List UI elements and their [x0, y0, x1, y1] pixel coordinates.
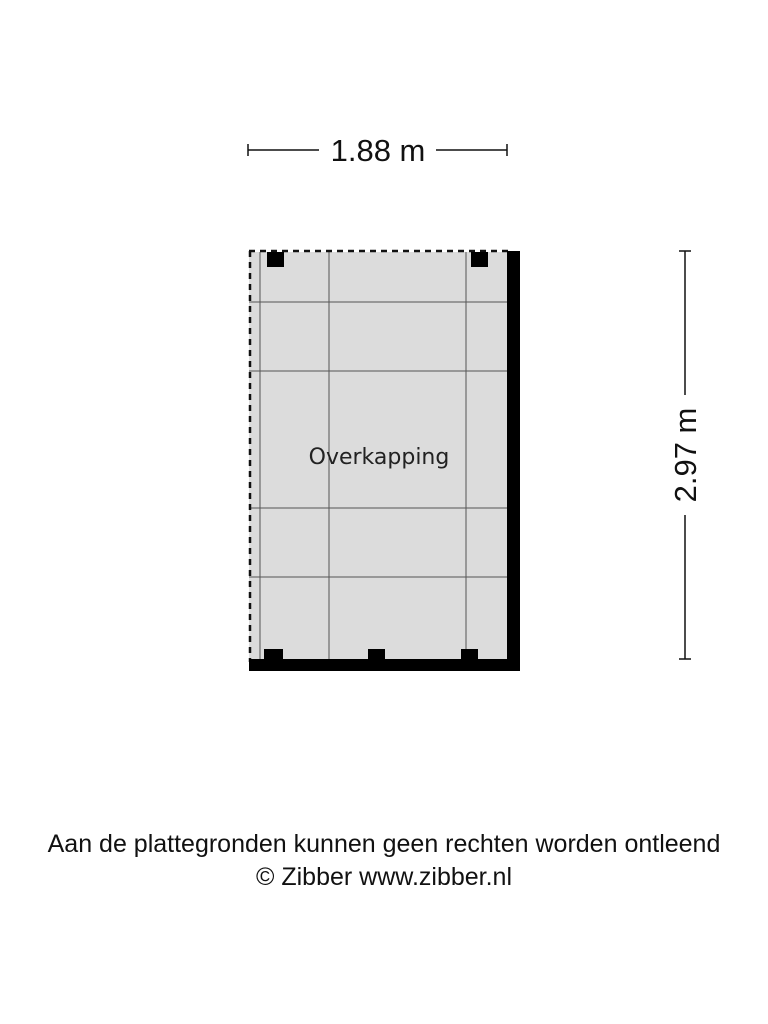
column-bottom-left	[264, 649, 283, 661]
width-dimension	[248, 133, 507, 168]
height-dimension-label: 2.97 m	[668, 407, 703, 503]
copyright-text: © Zibber www.zibber.nl	[255, 863, 513, 891]
room-label: Overkapping	[308, 445, 450, 470]
wall-right	[507, 251, 520, 671]
column-bottom-right	[461, 649, 478, 659]
column-top-right	[471, 252, 488, 267]
column-top-left	[267, 252, 284, 267]
wall-bottom	[249, 659, 520, 671]
column-bottom-middle	[368, 649, 385, 659]
height-dimension	[668, 251, 703, 659]
width-dimension-label: 1.88 m	[330, 133, 426, 168]
disclaimer-text: Aan de plattegronden kunnen geen rechten worden ontleend	[47, 830, 721, 858]
